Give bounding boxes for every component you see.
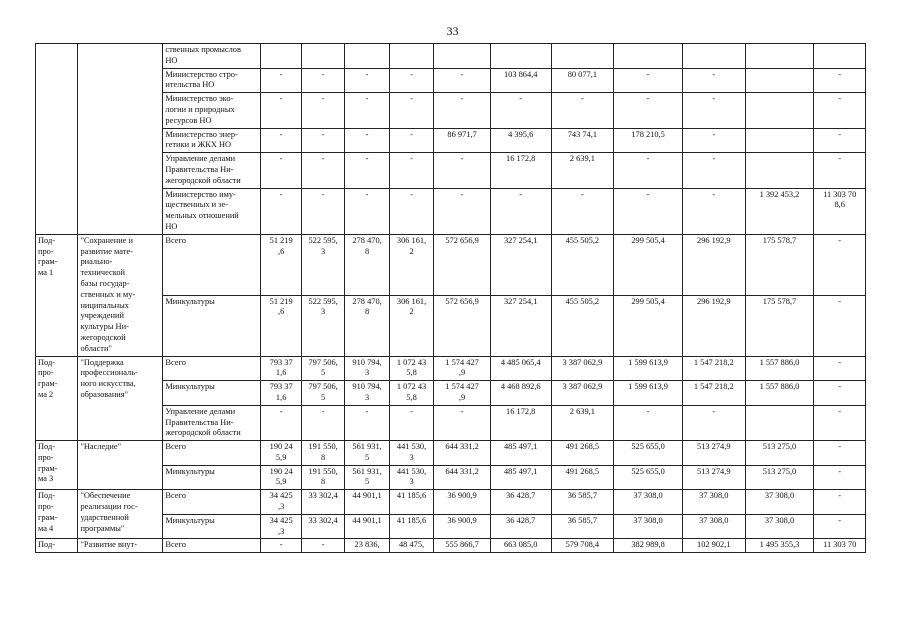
value-cell: 455 505,2 <box>551 234 614 295</box>
value-cell: 525 655,0 <box>614 465 683 490</box>
subprogram-cell: Под- про- грам- ма 1 <box>36 234 78 356</box>
value-cell: 191 550, 8 <box>301 441 344 466</box>
executor-cell: Всего <box>163 539 261 553</box>
value-cell: - <box>389 128 433 153</box>
executor-cell: Министерство энер- гетики и ЖКХ НО <box>163 128 261 153</box>
value-cell: 491 268,5 <box>551 465 614 490</box>
budget-table <box>35 43 866 553</box>
value-cell: 1 072 43 5,8 <box>389 381 433 406</box>
value-cell: - <box>261 153 301 188</box>
value-cell: 86 971,7 <box>434 128 491 153</box>
value-cell: - <box>682 153 745 188</box>
value-cell <box>814 44 866 69</box>
value-cell: 34 425 ,3 <box>261 514 301 539</box>
value-cell: 37 308,0 <box>682 514 745 539</box>
value-cell: 1 557 886,0 <box>745 381 814 406</box>
value-cell: 1 547 218,2 <box>682 381 745 406</box>
executor-cell: Минкультуры <box>163 295 261 356</box>
value-cell: 1 557 886,0 <box>745 356 814 381</box>
value-cell: - <box>490 93 551 128</box>
value-cell: - <box>389 405 433 440</box>
executor-cell: ственных промыслов НО <box>163 44 261 69</box>
value-cell: 191 550, 8 <box>301 465 344 490</box>
value-cell: 3 387 062,9 <box>551 356 614 381</box>
value-cell: 793 37 1,6 <box>261 381 301 406</box>
value-cell: 51 219 ,6 <box>261 234 301 295</box>
table-row <box>36 441 866 466</box>
value-cell: 1 574 427 ,9 <box>434 381 491 406</box>
value-cell: 572 656,9 <box>434 295 491 356</box>
value-cell: - <box>261 93 301 128</box>
table-row <box>36 490 866 515</box>
subprogram-cell: Под- про- грам- ма 3 <box>36 441 78 490</box>
value-cell: - <box>614 188 683 234</box>
value-cell <box>745 68 814 93</box>
value-cell: - <box>389 153 433 188</box>
value-cell: - <box>814 128 866 153</box>
value-cell: 278 470, 8 <box>345 295 389 356</box>
executor-cell: Всего <box>163 490 261 515</box>
value-cell: 3 387 062,9 <box>551 381 614 406</box>
value-cell: - <box>301 405 344 440</box>
value-cell: 175 578,7 <box>745 234 814 295</box>
executor-cell: Министерство эко- логии и природных ресурсов НО <box>163 93 261 128</box>
value-cell: 48 475, <box>389 539 433 553</box>
value-cell: - <box>814 465 866 490</box>
executor-cell: Минкультуры <box>163 381 261 406</box>
value-cell <box>389 44 433 69</box>
value-cell: 44 901,1 <box>345 514 389 539</box>
value-cell: - <box>345 68 389 93</box>
value-cell: 485 497,1 <box>490 441 551 466</box>
value-cell <box>261 44 301 69</box>
value-cell: 34 425 ,3 <box>261 490 301 515</box>
value-cell: 16 172,8 <box>490 153 551 188</box>
value-cell: - <box>261 539 301 553</box>
value-cell: 278 470, 8 <box>345 234 389 295</box>
subprogram-name-cell: "Сохранение и развитие мате- риально- технической базы государ- ственных и му- ниципальных учреждений культуры Ни- жегородской области" <box>78 234 163 356</box>
value-cell: 1 392 453,2 <box>745 188 814 234</box>
subprogram-cell: Под- <box>36 539 78 553</box>
value-cell: - <box>490 188 551 234</box>
value-cell: - <box>814 356 866 381</box>
value-cell: - <box>614 68 683 93</box>
value-cell: - <box>301 539 344 553</box>
value-cell: 522 595, 3 <box>301 295 344 356</box>
value-cell: - <box>814 234 866 295</box>
subprogram-cell: Под- про- грам- ма 4 <box>36 490 78 539</box>
value-cell: 37 308,0 <box>614 514 683 539</box>
value-cell: 522 595, 3 <box>301 234 344 295</box>
value-cell <box>345 44 389 69</box>
value-cell: - <box>345 153 389 188</box>
value-cell: - <box>434 68 491 93</box>
value-cell: 51 219 ,6 <box>261 295 301 356</box>
value-cell: 190 24 5,9 <box>261 441 301 466</box>
value-cell: - <box>814 295 866 356</box>
value-cell: 327 254,1 <box>490 234 551 295</box>
value-cell: 80 077,1 <box>551 68 614 93</box>
value-cell: 555 866,7 <box>434 539 491 553</box>
value-cell: 37 308,0 <box>614 490 683 515</box>
value-cell: - <box>345 188 389 234</box>
value-cell: 910 794, 3 <box>345 356 389 381</box>
value-cell: 296 192,9 <box>682 234 745 295</box>
value-cell: 37 308,0 <box>682 490 745 515</box>
value-cell: 103 864,4 <box>490 68 551 93</box>
value-cell: 33 302,4 <box>301 490 344 515</box>
value-cell: 525 655,0 <box>614 441 683 466</box>
value-cell: - <box>261 188 301 234</box>
value-cell: 1 599 613,9 <box>614 356 683 381</box>
value-cell: 513 275,0 <box>745 465 814 490</box>
value-cell <box>682 44 745 69</box>
table-row <box>36 356 866 381</box>
table-row <box>36 44 866 69</box>
executor-cell: Всего <box>163 234 261 295</box>
value-cell: 178 210,5 <box>614 128 683 153</box>
value-cell: - <box>345 93 389 128</box>
value-cell: - <box>261 405 301 440</box>
subprogram-name-cell <box>78 44 163 235</box>
value-cell: 306 161, 2 <box>389 234 433 295</box>
value-cell <box>551 44 614 69</box>
subprogram-cell <box>36 44 78 235</box>
value-cell: 382 989,8 <box>614 539 683 553</box>
value-cell: 2 639,1 <box>551 153 614 188</box>
value-cell: 513 274,9 <box>682 441 745 466</box>
value-cell: - <box>551 93 614 128</box>
value-cell: - <box>551 188 614 234</box>
value-cell: 4 485 065,4 <box>490 356 551 381</box>
value-cell: 37 308,0 <box>745 514 814 539</box>
value-cell: 11 303 70 8,6 <box>814 188 866 234</box>
value-cell: 455 505,2 <box>551 295 614 356</box>
value-cell: 797 506, 5 <box>301 381 344 406</box>
value-cell: 910 794, 3 <box>345 381 389 406</box>
executor-cell: Всего <box>163 441 261 466</box>
value-cell: 1 495 355,3 <box>745 539 814 553</box>
executor-cell: Министерство иму- щественных и зе- мельных отношений НО <box>163 188 261 234</box>
value-cell: - <box>682 405 745 440</box>
value-cell: 513 275,0 <box>745 441 814 466</box>
value-cell: - <box>814 441 866 466</box>
value-cell: 743 74,1 <box>551 128 614 153</box>
executor-cell: Управление делами Правительства Ни- жегородской области <box>163 405 261 440</box>
value-cell: 36 428,7 <box>490 490 551 515</box>
value-cell: 1 547 218,2 <box>682 356 745 381</box>
value-cell: - <box>434 153 491 188</box>
value-cell: - <box>434 188 491 234</box>
value-cell: - <box>301 128 344 153</box>
value-cell: - <box>614 405 683 440</box>
subprogram-name-cell: "Обеспечение реализации гос- ударственной программы" <box>78 490 163 539</box>
value-cell: 2 639,1 <box>551 405 614 440</box>
executor-cell: Управление делами Правительства Ни- жегородской области <box>163 153 261 188</box>
value-cell: - <box>682 68 745 93</box>
value-cell: 4 468 892,6 <box>490 381 551 406</box>
value-cell <box>614 44 683 69</box>
value-cell: 36 900,9 <box>434 514 491 539</box>
executor-cell: Минкультуры <box>163 465 261 490</box>
executor-cell: Министерство стро- ительства НО <box>163 68 261 93</box>
value-cell: 485 497,1 <box>490 465 551 490</box>
subprogram-cell: Под- про- грам- ма 2 <box>36 356 78 441</box>
executor-cell: Минкультуры <box>163 514 261 539</box>
value-cell: - <box>814 68 866 93</box>
value-cell: - <box>345 405 389 440</box>
value-cell: - <box>389 188 433 234</box>
table-row <box>36 539 866 553</box>
value-cell: 36 900,9 <box>434 490 491 515</box>
value-cell: 793 37 1,6 <box>261 356 301 381</box>
value-cell: - <box>301 93 344 128</box>
value-cell: 644 331,2 <box>434 441 491 466</box>
table-row <box>36 234 866 295</box>
value-cell <box>745 128 814 153</box>
value-cell: 491 268,5 <box>551 441 614 466</box>
value-cell <box>490 44 551 69</box>
value-cell <box>745 405 814 440</box>
value-cell: 102 902,1 <box>682 539 745 553</box>
value-cell: - <box>261 128 301 153</box>
value-cell: 296 192,9 <box>682 295 745 356</box>
value-cell: 327 254,1 <box>490 295 551 356</box>
value-cell: - <box>814 405 866 440</box>
budget-table-body <box>36 44 866 553</box>
value-cell: - <box>814 490 866 515</box>
value-cell: - <box>614 153 683 188</box>
value-cell: 33 302,4 <box>301 514 344 539</box>
value-cell: 572 656,9 <box>434 234 491 295</box>
value-cell: - <box>614 93 683 128</box>
subprogram-name-cell: "Поддержка профессиональ- ного искусства, образования" <box>78 356 163 441</box>
value-cell: - <box>389 93 433 128</box>
value-cell: 441 530, 3 <box>389 441 433 466</box>
value-cell: - <box>434 93 491 128</box>
value-cell: 44 901,1 <box>345 490 389 515</box>
value-cell: 299 505,4 <box>614 234 683 295</box>
value-cell <box>745 44 814 69</box>
value-cell: 441 530, 3 <box>389 465 433 490</box>
value-cell: - <box>345 128 389 153</box>
value-cell: 16 172,8 <box>490 405 551 440</box>
value-cell: - <box>814 153 866 188</box>
value-cell: 36 585,7 <box>551 490 614 515</box>
value-cell: 41 185,6 <box>389 514 433 539</box>
value-cell: - <box>389 68 433 93</box>
value-cell <box>434 44 491 69</box>
value-cell: 561 931, 5 <box>345 441 389 466</box>
value-cell: 299 505,4 <box>614 295 683 356</box>
value-cell: 11 303 70 <box>814 539 866 553</box>
value-cell: - <box>814 514 866 539</box>
value-cell: - <box>682 93 745 128</box>
value-cell: 175 578,7 <box>745 295 814 356</box>
value-cell: 36 428,7 <box>490 514 551 539</box>
value-cell: 663 085,0 <box>490 539 551 553</box>
value-cell: - <box>814 381 866 406</box>
value-cell: - <box>301 68 344 93</box>
value-cell <box>745 153 814 188</box>
value-cell: 4 395,6 <box>490 128 551 153</box>
value-cell: 41 185,6 <box>389 490 433 515</box>
value-cell: 579 708,4 <box>551 539 614 553</box>
executor-cell: Всего <box>163 356 261 381</box>
page-number: 33 <box>446 24 459 38</box>
value-cell: 23 836, <box>345 539 389 553</box>
value-cell: - <box>301 153 344 188</box>
value-cell: 513 274,9 <box>682 465 745 490</box>
value-cell: 306 161, 2 <box>389 295 433 356</box>
value-cell: 36 585,7 <box>551 514 614 539</box>
value-cell: 1 599 613,9 <box>614 381 683 406</box>
value-cell: - <box>261 68 301 93</box>
value-cell: 1 072 43 5,8 <box>389 356 433 381</box>
subprogram-name-cell: "Наследие" <box>78 441 163 490</box>
value-cell: 190 24 5,9 <box>261 465 301 490</box>
value-cell: - <box>814 93 866 128</box>
value-cell: - <box>434 405 491 440</box>
value-cell: 1 574 427 ,9 <box>434 356 491 381</box>
value-cell <box>745 93 814 128</box>
value-cell: 37 308,0 <box>745 490 814 515</box>
value-cell <box>301 44 344 69</box>
value-cell: 561 931, 5 <box>345 465 389 490</box>
value-cell: 797 506, 5 <box>301 356 344 381</box>
value-cell: - <box>301 188 344 234</box>
value-cell: 644 331,2 <box>434 465 491 490</box>
subprogram-name-cell: "Развитие внут- <box>78 539 163 553</box>
value-cell: - <box>682 128 745 153</box>
value-cell: - <box>682 188 745 234</box>
